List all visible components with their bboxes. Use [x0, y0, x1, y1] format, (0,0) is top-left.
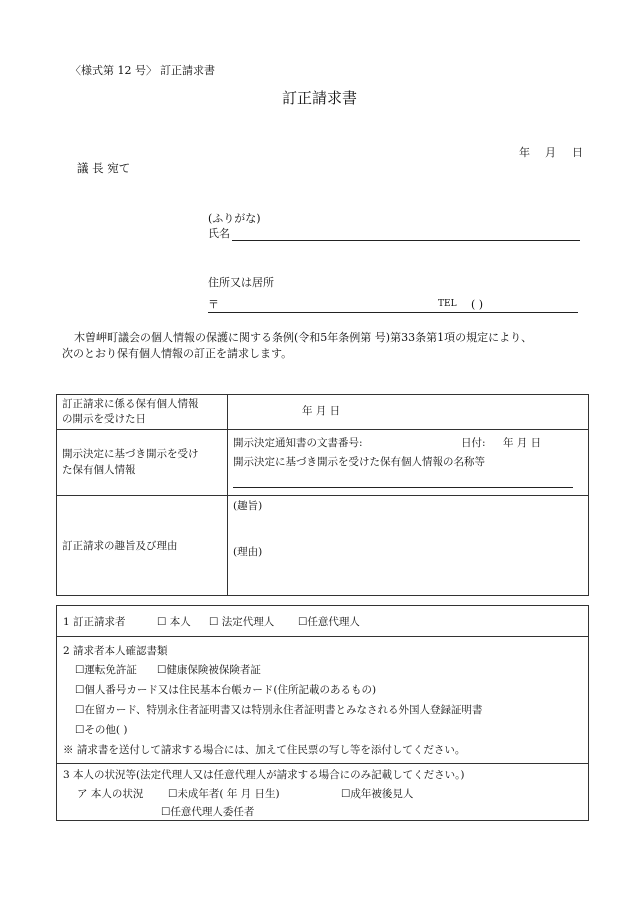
tel-label: TEL — [438, 299, 457, 309]
date-day: 日 — [572, 146, 583, 159]
option-voluntary-agent[interactable]: ☐任意代理人 — [298, 616, 360, 628]
reason-label: 訂正請求の趣旨及び理由 — [62, 540, 178, 552]
doc-health-insurance[interactable]: ☐健康保険被保険者証 — [157, 664, 261, 676]
reason-value-cell[interactable] — [228, 496, 589, 596]
statement-line1: 木曽岬町議会の個人情報の保護に関する条例(令和5年条例第 号)第33条第1項の規定により、 — [74, 331, 533, 344]
postal-mark: 〒 — [208, 298, 219, 311]
reason-sub-label: (理由) — [233, 546, 263, 558]
info-name-line[interactable] — [233, 487, 573, 488]
name-line[interactable] — [232, 240, 580, 241]
id-documents-label: 2 請求者本人確認書類 — [63, 645, 168, 657]
requester-type-label: 1 訂正請求者 — [63, 616, 126, 628]
doc-residence-card[interactable]: ☐在留カード、特別永住者証明書又は特別永住者証明書とみなされる外国人登録証明書 — [75, 704, 483, 716]
form-label: 訂正請求書 — [160, 64, 215, 77]
notice-date-label: 日付: — [461, 437, 486, 449]
address-label: 住所又は居所 — [208, 276, 274, 289]
doc-other[interactable]: ☐その他( ) — [75, 724, 128, 736]
doc-mynumber-card[interactable]: ☐個人番号カード又は住民基本台帳カード(住所記載のあるもの) — [75, 684, 377, 696]
doc-drivers-license[interactable]: ☐運転免許証 — [75, 664, 137, 676]
option-self[interactable]: ☐ 本人 — [157, 616, 191, 628]
requester-details-box — [56, 605, 589, 821]
statement-line2: 次のとおり保有個人情報の訂正を請求します。 — [62, 347, 293, 360]
address-line[interactable] — [208, 312, 578, 313]
disclosure-date-label-line2: の開示を受けた日 — [62, 413, 146, 425]
mail-note: ※ 請求書を送付して請求する場合には、加えて住民票の写し等を添付してください。 — [63, 744, 466, 756]
person-status-label: 3 本人の状況等(法定代理人又は任意代理人が請求する場合にのみ記載してください。) — [63, 769, 465, 781]
purpose-label: (趣旨) — [233, 500, 263, 512]
option-delegator[interactable]: ☐任意代理人委任者 — [161, 806, 255, 818]
tel-parens: ( ) — [471, 298, 484, 311]
date-month: 月 — [545, 146, 556, 159]
disclosed-info-value-cell[interactable] — [228, 430, 589, 496]
disclosure-date-label-cell — [57, 395, 228, 430]
disclosure-date-value: 年 月 日 — [302, 405, 341, 417]
info-name-label: 開示決定に基づき開示を受けた保有個人情報の名称等 — [233, 456, 485, 468]
name-label: 氏名 — [208, 227, 230, 240]
doc-number-label: 開示決定通知書の文書番号: — [233, 437, 363, 449]
page-title: 訂正請求書 — [282, 89, 358, 107]
disclosed-info-label-line2: た保有個人情報 — [62, 464, 136, 476]
reason-label-cell — [57, 496, 228, 596]
disclosure-date-value-cell[interactable] — [228, 395, 589, 430]
option-adult-guardian[interactable]: ☐成年被後見人 — [341, 788, 414, 800]
section-id-documents — [57, 636, 588, 763]
section-requester-type — [57, 606, 588, 636]
addressee: 議 長 宛て — [77, 161, 131, 175]
section-person-status — [57, 763, 588, 820]
status-sub-label: ア 本人の状況 — [77, 788, 144, 800]
disclosure-date-label-line1: 訂正請求に係る保有個人情報 — [62, 398, 199, 410]
notice-date-value: 年 月 日 — [503, 437, 542, 449]
furigana-label: (ふりがな) — [208, 212, 261, 225]
request-details-table — [56, 394, 589, 596]
option-legal-agent[interactable]: ☐ 法定代理人 — [209, 616, 275, 628]
disclosed-info-label-line1: 開示決定に基づき開示を受け — [62, 448, 199, 460]
option-minor[interactable]: ☐未成年者( 年 月 日生) — [168, 788, 280, 800]
form-number: 〈様式第 12 号〉 — [70, 64, 157, 77]
disclosed-info-label-cell — [57, 430, 228, 496]
date-year: 年 — [519, 146, 530, 159]
